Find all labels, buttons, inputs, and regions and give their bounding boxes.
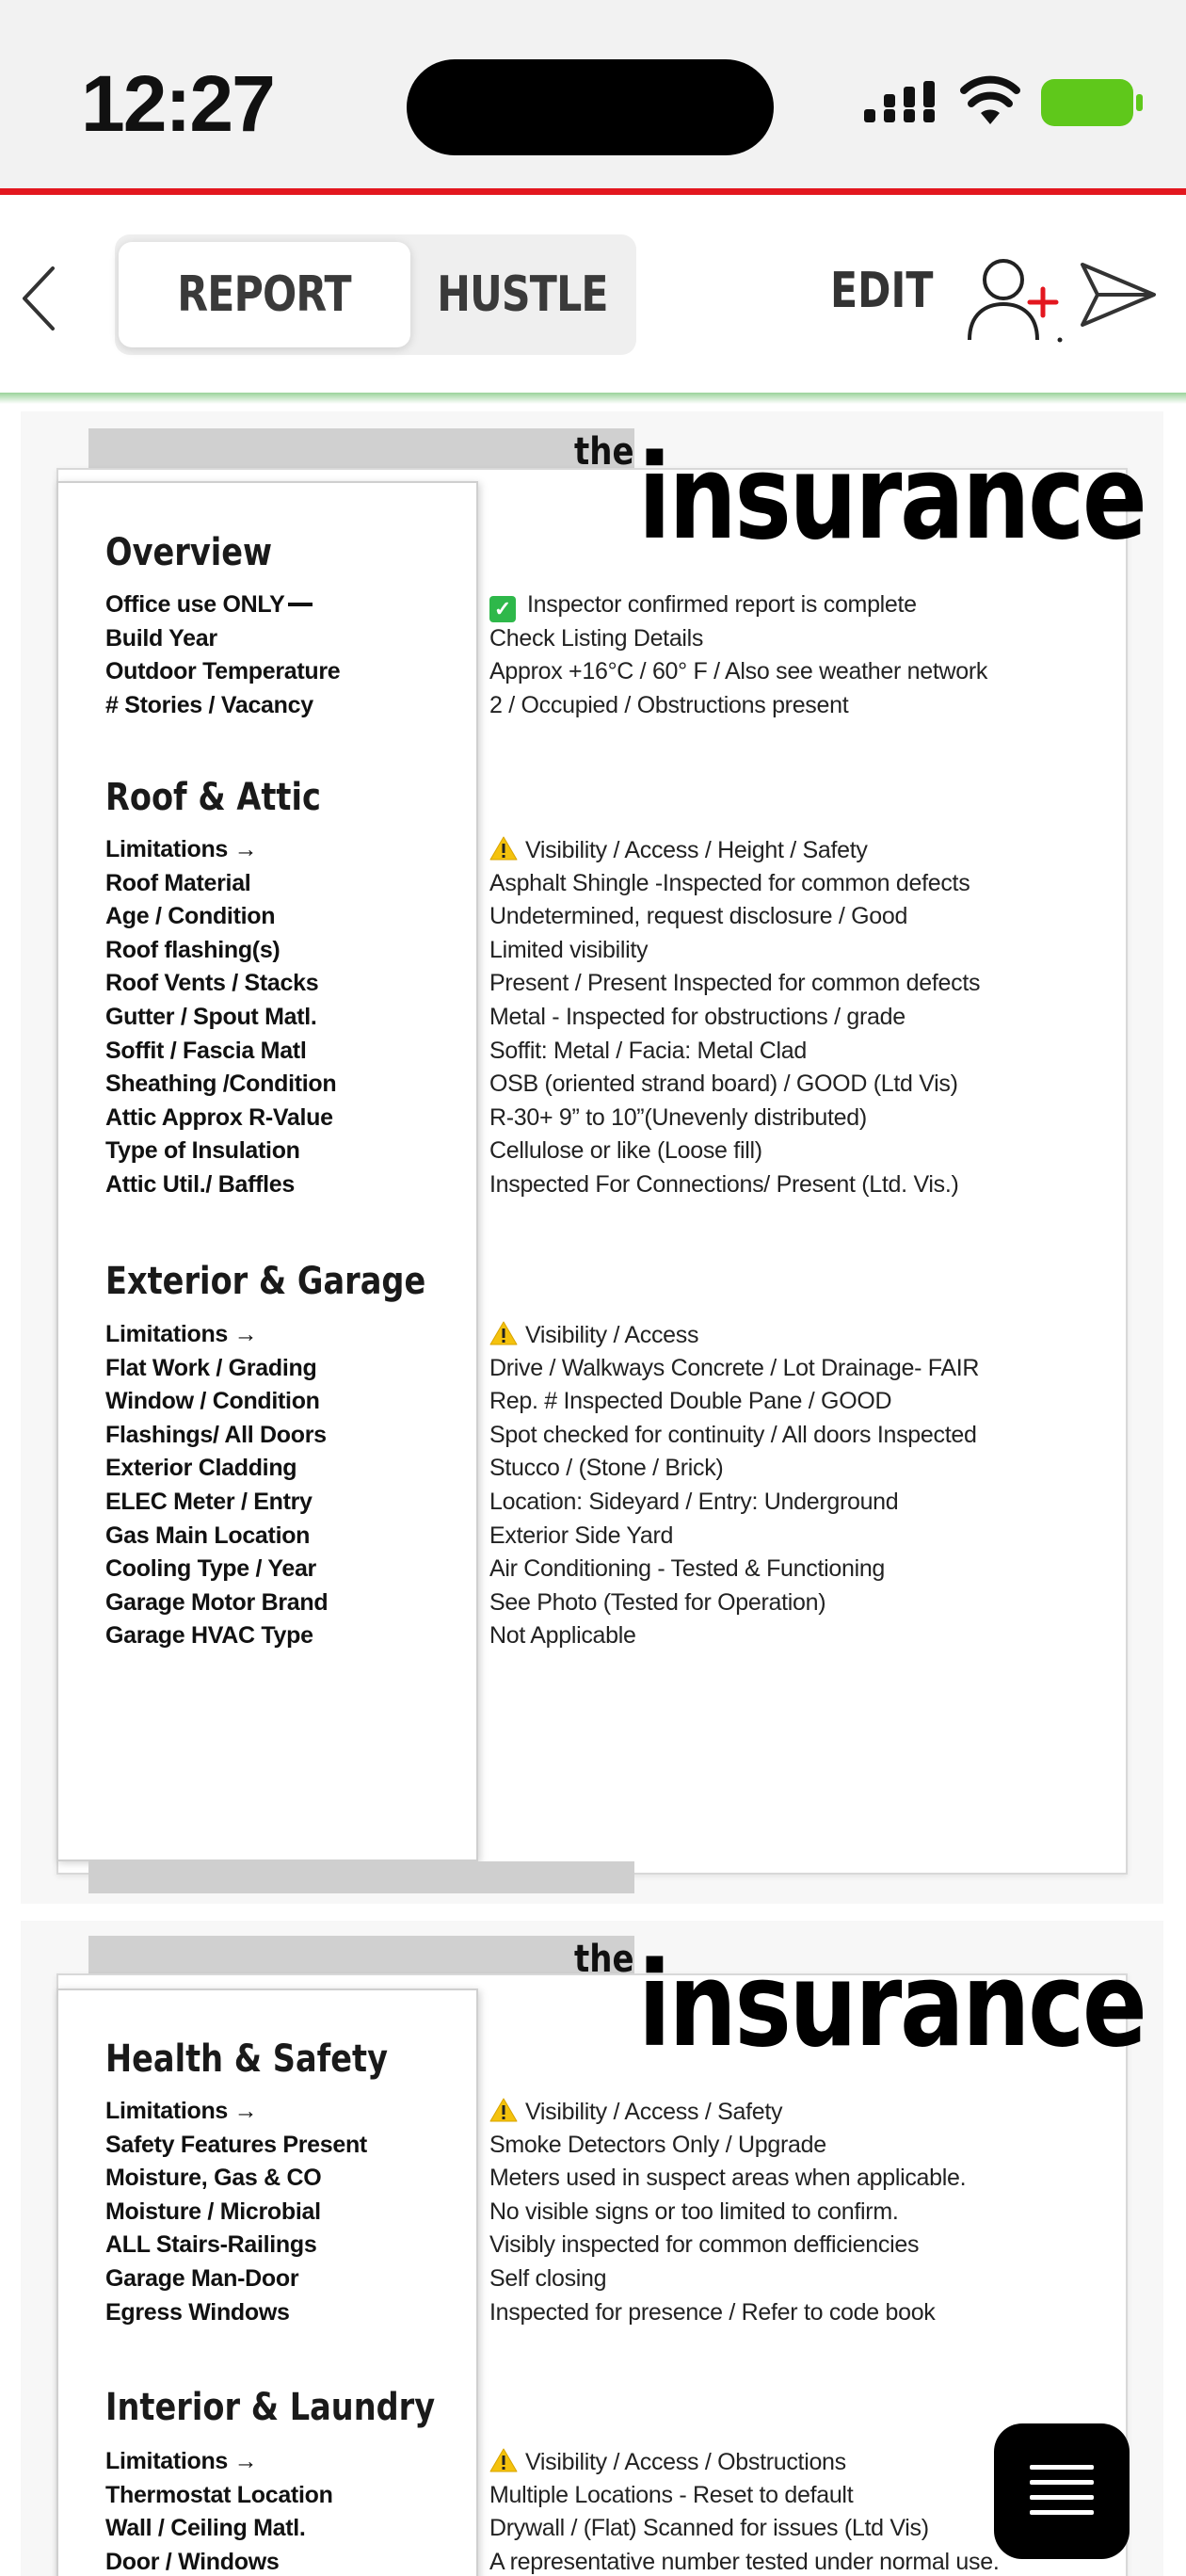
row-value-text: Approx +16°C / 60° F / Also see weather network	[489, 658, 988, 685]
row-value	[489, 2165, 966, 2192]
row-label	[105, 937, 280, 964]
row-label	[105, 2098, 257, 2125]
status-time: 12:27	[81, 59, 274, 148]
row-label-text: Garage Man-Door	[105, 2265, 299, 2292]
row-value	[489, 2265, 606, 2293]
row-label	[105, 1171, 295, 1199]
row-label-text: Soffit / Fascia Matl	[105, 1037, 307, 1064]
report-row	[0, 2132, 1186, 2165]
report-row	[0, 1522, 1186, 1556]
send-icon[interactable]	[1079, 261, 1158, 329]
menu-line	[1030, 2510, 1094, 2515]
report-row	[0, 692, 1186, 726]
row-value	[489, 2448, 846, 2476]
report-row	[0, 658, 1186, 692]
warning-icon	[489, 1321, 518, 1345]
report-row	[0, 1622, 1186, 1656]
row-value-text: Check Listing Details	[489, 624, 704, 652]
section-title: Overview	[105, 531, 273, 574]
report-row	[0, 625, 1186, 659]
row-value-text: Undetermined, request disclosure / Good	[489, 903, 908, 930]
row-value-text: A representative number tested under normal use.	[489, 2548, 1000, 2575]
row-value	[489, 870, 970, 897]
warning-icon	[489, 2448, 518, 2472]
row-label-text: Window / Condition	[105, 1388, 320, 1415]
top-nav-bar	[0, 195, 1186, 393]
row-value	[489, 903, 907, 930]
row-value	[489, 2231, 919, 2259]
row-value	[489, 1622, 636, 1650]
add-user-icon[interactable]	[966, 253, 1066, 344]
status-divider	[0, 188, 1186, 195]
row-label-text: Thermostat Location	[105, 2481, 333, 2508]
row-value-text: Rep. # Inspected Double Pane / GOOD	[489, 1388, 892, 1415]
report-row	[0, 2198, 1186, 2232]
row-value	[489, 1071, 958, 1098]
row-value	[489, 2549, 999, 2576]
status-bar	[0, 0, 1186, 188]
dash-mark	[288, 603, 313, 606]
row-label	[105, 1522, 310, 1550]
row-value	[489, 1555, 885, 1583]
row-value-text: Inspected for presence / Refer to code book	[489, 2298, 936, 2326]
row-value-text: Not Applicable	[489, 1622, 636, 1650]
row-label-text: Flashings/ All Doors	[105, 1421, 327, 1448]
warning-icon	[489, 2098, 518, 2122]
row-value-text: Spot checked for continuity / All doors Inspected	[489, 1421, 977, 1448]
row-label	[105, 658, 340, 685]
report-row	[0, 1104, 1186, 1138]
row-label-text: Limitations →	[105, 2448, 258, 2474]
row-label	[105, 1489, 313, 1516]
report-row	[0, 903, 1186, 937]
row-label	[105, 1455, 296, 1482]
row-label-text: Cooling Type / Year	[105, 1555, 316, 1583]
row-label	[105, 591, 313, 619]
report-row	[0, 937, 1186, 971]
section-title: Interior & Laundry	[105, 2386, 436, 2429]
row-value	[489, 625, 703, 652]
row-label-text: Limitations →	[105, 1321, 258, 1347]
row-value	[489, 2132, 826, 2159]
row-value	[489, 937, 648, 964]
row-value-text: Visibility / Access / Safety	[525, 2099, 783, 2125]
row-label	[105, 2265, 298, 2293]
row-value	[489, 1355, 979, 1382]
battery-icon	[1041, 79, 1143, 126]
row-value	[489, 2098, 782, 2126]
row-label-text: Exterior Cladding	[105, 1455, 297, 1482]
report-row	[0, 1555, 1186, 1589]
wifi-icon	[960, 75, 1020, 126]
row-label-text: Office use ONLY	[105, 591, 285, 618]
row-value	[489, 1004, 906, 1031]
tab-hustle[interactable]: HUSTLE	[437, 266, 608, 323]
row-label	[105, 1104, 333, 1132]
row-label-text: Moisture / Microbial	[105, 2198, 321, 2225]
row-label	[105, 903, 275, 930]
row-value	[489, 1522, 673, 1550]
row-label-text: ELEC Meter / Entry	[105, 1489, 313, 1515]
row-value-text: Cellulose or like (Loose fill)	[489, 1137, 762, 1165]
row-label	[105, 2198, 321, 2226]
row-value	[489, 836, 868, 864]
row-label-text: Wall / Ceiling Matl.	[105, 2515, 306, 2542]
row-label-text: Type of Insulation	[105, 1137, 300, 1165]
row-label	[105, 692, 313, 719]
report-row	[0, 1137, 1186, 1171]
brand-prefix: the	[574, 430, 634, 474]
row-value-text: Visibility / Access / Height / Safety	[525, 837, 868, 863]
report-row	[0, 2265, 1186, 2299]
row-value-text: Inspected For Connections/ Present (Ltd. Vis.)	[489, 1171, 959, 1198]
report-row	[0, 2165, 1186, 2198]
row-label	[105, 2132, 367, 2159]
report-row	[0, 1489, 1186, 1522]
row-value-text: Stucco / (Stone / Brick)	[489, 1455, 724, 1482]
row-value-text: Location: Sideyard / Entry: Underground	[489, 1489, 899, 1515]
row-value	[489, 2198, 899, 2226]
check-icon: ✓	[489, 596, 516, 622]
menu-line	[1030, 2480, 1094, 2485]
report-row	[0, 2098, 1186, 2132]
section-title: Health & Safety	[105, 2037, 389, 2081]
row-label-text: Limitations →	[105, 836, 258, 862]
report-row	[0, 1071, 1186, 1104]
row-label-text: Roof Material	[105, 869, 251, 896]
back-chevron-icon[interactable]	[15, 261, 62, 336]
row-value-text: Asphalt Shingle -Inspected for common defects	[489, 869, 970, 896]
row-value	[489, 2515, 929, 2542]
page-footer-band	[88, 1861, 634, 1893]
row-value	[489, 591, 917, 622]
row-label-text: Roof Vents / Stacks	[105, 970, 319, 997]
nav-progress-shadow	[0, 393, 1186, 404]
row-label	[105, 2515, 306, 2542]
row-value-text: Smoke Detectors Only / Upgrade	[489, 2131, 826, 2158]
row-label	[105, 2448, 257, 2475]
row-value-text: Inspector confirmed report is complete	[527, 591, 917, 618]
section-title: Exterior & Garage	[105, 1260, 426, 1303]
row-value-text: Soffit: Metal / Facia: Metal Clad	[489, 1037, 807, 1064]
cellular-signal-icon	[864, 81, 936, 124]
row-label	[105, 836, 257, 863]
row-value	[489, 1104, 867, 1132]
row-value	[489, 1589, 825, 1617]
report-row	[0, 591, 1186, 625]
row-label	[105, 2299, 290, 2326]
row-label-text: Limitations →	[105, 2098, 258, 2124]
row-value	[489, 1388, 891, 1415]
row-label-text: Attic Util./ Baffles	[105, 1171, 295, 1198]
row-label-text: Moisture, Gas & CO	[105, 2165, 322, 2192]
brand-name: insurance	[638, 430, 1146, 566]
row-label-text: Garage HVAC Type	[105, 1622, 313, 1650]
row-value-text: Visibility / Access / Obstructions	[525, 2449, 846, 2475]
tab-report[interactable]	[119, 242, 410, 347]
row-value	[489, 2482, 853, 2509]
row-value-text: Visibility / Access	[525, 1322, 699, 1348]
row-label-text: Roof flashing(s)	[105, 936, 280, 963]
report-row	[0, 1171, 1186, 1205]
row-label-text: Sheathing /Condition	[105, 1071, 337, 1098]
row-value	[489, 2299, 936, 2326]
report-row	[0, 1422, 1186, 1456]
row-value-text: No visible signs or too limited to confirm.	[489, 2198, 899, 2225]
row-value-text: Multiple Locations - Reset to default	[489, 2481, 854, 2508]
row-value	[489, 970, 980, 997]
row-label	[105, 1555, 316, 1583]
row-value-text: Present / Present Inspected for common defects	[489, 970, 981, 997]
row-label	[105, 2231, 316, 2259]
row-label	[105, 1589, 328, 1617]
row-value-text: Drive / Walkways Concrete / Lot Drainage- FAIR	[489, 1354, 980, 1381]
row-value-text: Air Conditioning - Tested & Functioning	[489, 1555, 886, 1583]
report-row	[0, 2299, 1186, 2333]
row-label-text: ALL Stairs-Railings	[105, 2231, 317, 2259]
report-row	[0, 1004, 1186, 1038]
row-value	[489, 658, 987, 685]
row-label	[105, 625, 217, 652]
report-row	[0, 2231, 1186, 2265]
report-row	[0, 1388, 1186, 1422]
row-label-text: Build Year	[105, 624, 217, 652]
row-value	[489, 1422, 977, 1449]
row-label	[105, 2549, 279, 2576]
row-label-text: Gas Main Location	[105, 1521, 311, 1549]
edit-button[interactable]: EDIT	[830, 263, 934, 319]
report-row	[0, 970, 1186, 1004]
row-label-text: Safety Features Present	[105, 2131, 367, 2158]
row-label	[105, 1038, 306, 1065]
dynamic-island	[407, 59, 774, 155]
row-value-text: Meters used in suspect areas when applicable.	[489, 2165, 967, 2192]
menu-line	[1030, 2465, 1094, 2470]
row-value-text: Limited visibility	[489, 936, 649, 963]
row-label-text: Egress Windows	[105, 2298, 290, 2326]
row-value-text: R-30+ 9” to 10”(Unevenly distributed)	[489, 1103, 867, 1131]
row-label-text: Attic Approx R-Value	[105, 1103, 333, 1131]
row-value	[489, 1455, 723, 1482]
row-value-text: See Photo (Tested for Operation)	[489, 1588, 826, 1616]
row-label-text: Outdoor Temperature	[105, 658, 341, 685]
row-value-text: Drywall / (Flat) Scanned for issues (Ltd Vis)	[489, 2515, 929, 2542]
report-row	[0, 1038, 1186, 1071]
row-label	[105, 2165, 321, 2192]
row-label	[105, 1004, 317, 1031]
row-label	[105, 1422, 327, 1449]
segmented-control	[115, 234, 636, 355]
report-row	[0, 1455, 1186, 1489]
row-value-text: Metal - Inspected for obstructions / grade	[489, 1004, 906, 1030]
row-label	[105, 1071, 336, 1098]
row-value	[489, 1171, 959, 1199]
tab-report-label: REPORT	[177, 266, 352, 323]
row-label	[105, 1321, 257, 1348]
row-value	[489, 1489, 898, 1516]
row-label	[105, 1622, 313, 1650]
section-title: Roof & Attic	[105, 776, 321, 819]
brand-prefix: the	[574, 1938, 634, 1981]
row-value-text: 2 / Occupied / Obstructions present	[489, 691, 849, 718]
row-label-text: Flat Work / Grading	[105, 1354, 317, 1381]
row-label	[105, 1137, 300, 1165]
row-value	[489, 692, 848, 719]
report-row	[0, 1355, 1186, 1389]
row-value	[489, 1137, 762, 1165]
row-value	[489, 1038, 807, 1065]
report-row	[0, 1321, 1186, 1355]
warning-icon	[489, 836, 518, 861]
row-value	[489, 1321, 698, 1349]
row-label-text: Gutter / Spout Matl.	[105, 1004, 317, 1030]
menu-line	[1030, 2495, 1094, 2500]
row-label	[105, 2482, 333, 2509]
row-label-text: # Stories / Vacancy	[105, 691, 313, 718]
row-value-text: Exterior Side Yard	[489, 1521, 674, 1549]
row-value-text: OSB (oriented strand board) / GOOD (Ltd Vis)	[489, 1071, 958, 1098]
row-label	[105, 1388, 320, 1415]
report-row	[0, 836, 1186, 870]
row-label-text: Age / Condition	[105, 903, 276, 930]
brand-name: insurance	[638, 1938, 1146, 2073]
row-value-text: Self closing	[489, 2265, 607, 2292]
row-label	[105, 870, 250, 897]
menu-button[interactable]	[994, 2423, 1130, 2559]
row-value-text: Visibly inspected for common defficiencies	[489, 2231, 920, 2259]
row-label	[105, 970, 318, 997]
row-label-text: Garage Motor Brand	[105, 1588, 329, 1616]
row-label-text: Door / Windows	[105, 2548, 280, 2575]
report-row	[0, 870, 1186, 904]
report-row	[0, 1589, 1186, 1623]
row-label	[105, 1355, 316, 1382]
